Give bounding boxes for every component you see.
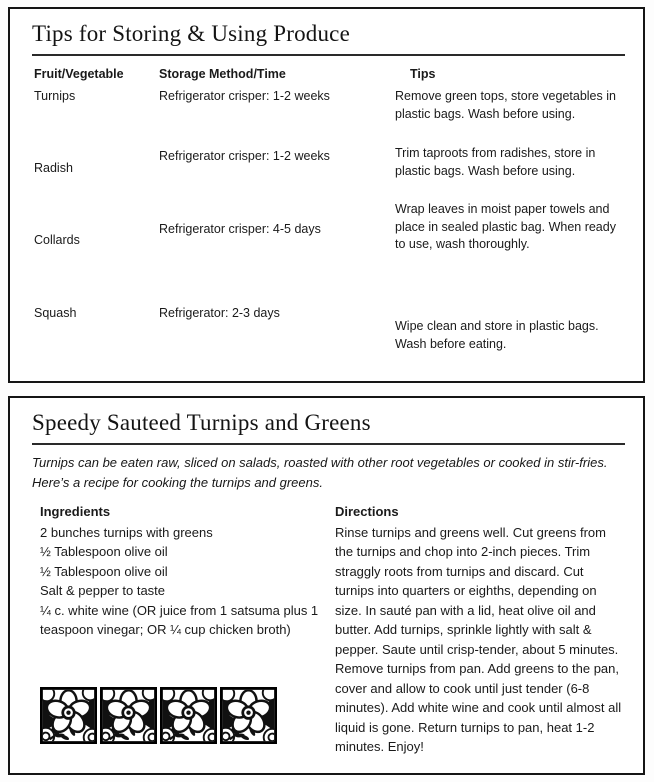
flower-tile-icon [40,687,97,744]
storage-method: Refrigerator crisper: 4-5 days [159,222,321,236]
recipe-section-title: Speedy Sauteed Turnips and Greens [32,410,371,435]
ingredient-item: Salt & pepper to taste [40,583,166,598]
storage-tip: Trim taproots from radishes, store in plastic bags. Wash before using. [395,146,596,178]
flower-tile-icon [160,687,217,744]
storage-tip: Remove green tops, store vegetables in plastic bags. Wash before using. [395,89,616,121]
flower-tile-icon [100,687,157,744]
fruit-name: Squash [34,306,77,320]
ingredient-item: ½ Tablespoon olive oil [40,563,168,579]
fruit-name: Collards [34,233,80,247]
directions-column [335,502,627,757]
storage-method: Refrigerator crisper: 1-2 weeks [159,89,330,103]
table-row-turnips [34,88,625,145]
ingredient-item: ½ Tablespoon olive oil [40,544,168,559]
storage-method: Refrigerator: 2-3 days [159,306,280,320]
title-divider [32,443,625,445]
fruit-name: Turnips [34,89,76,103]
recipe-intro-text: Turnips can be eaten raw, sliced on salads, roasted with other root vegetables or cooked in stir-fries. Here’s a recipe for cooking the turnips and greens. [32,455,608,490]
ingredient-item: 2 bunches turnips with greens [40,524,213,540]
column-header-fruit: Fruit/Vegetable [34,67,124,81]
directions-heading: Directions [335,504,399,519]
storage-tip: Wrap leaves in moist paper towels and place in sealed plastic bag. When ready to use, wash thoroughly. [395,202,616,251]
flower-tile-icon [220,687,277,744]
decorative-flower-border [40,687,277,744]
storage-section-title: Tips for Storing & Using Produce [32,21,350,46]
column-header-tips: Tips [410,67,436,81]
recipe-panel [8,396,645,775]
table-header-row [34,66,625,88]
table-row-squash [34,305,625,383]
storage-tip: Wipe clean and store in plastic bags. Wash before eating. [395,319,599,351]
fruit-name: Radish [34,161,73,175]
ingredients-heading: Ingredients [40,504,111,519]
table-row-collards [34,201,625,305]
ingredient-item: ¼ c. white wine (OR juice from 1 satsuma plus 1 teaspoon vinegar; OR ¼ cup chicken broth) [40,602,319,637]
table-row-radish [34,145,625,201]
storage-tips-panel [8,7,645,383]
directions-text: Rinse turnips and greens well. Cut greens from the turnips and chop into 2-inch pieces. Trim straggly roots from turnips and discard. Cut turnips into quarters or eighths, depending on size. In sauté pan with a lid, heat olive oil and butter. Add turnips, sprinkle lightly with salt & pepper. Saute until crisp-tender, about 5 minutes. Remove turnips from pan. Add greens to the pan, cover and allow to cook until just tender (6-8 minutes). Add white wine and cook until almost all liquid is gone. Return turnips to pan, heat 1-2 minutes. Enjoy! [335,524,622,754]
produce-storage-table [10,56,643,383]
column-header-storage: Storage Method/Time [159,67,286,81]
storage-method: Refrigerator crisper: 1-2 weeks [159,149,330,163]
